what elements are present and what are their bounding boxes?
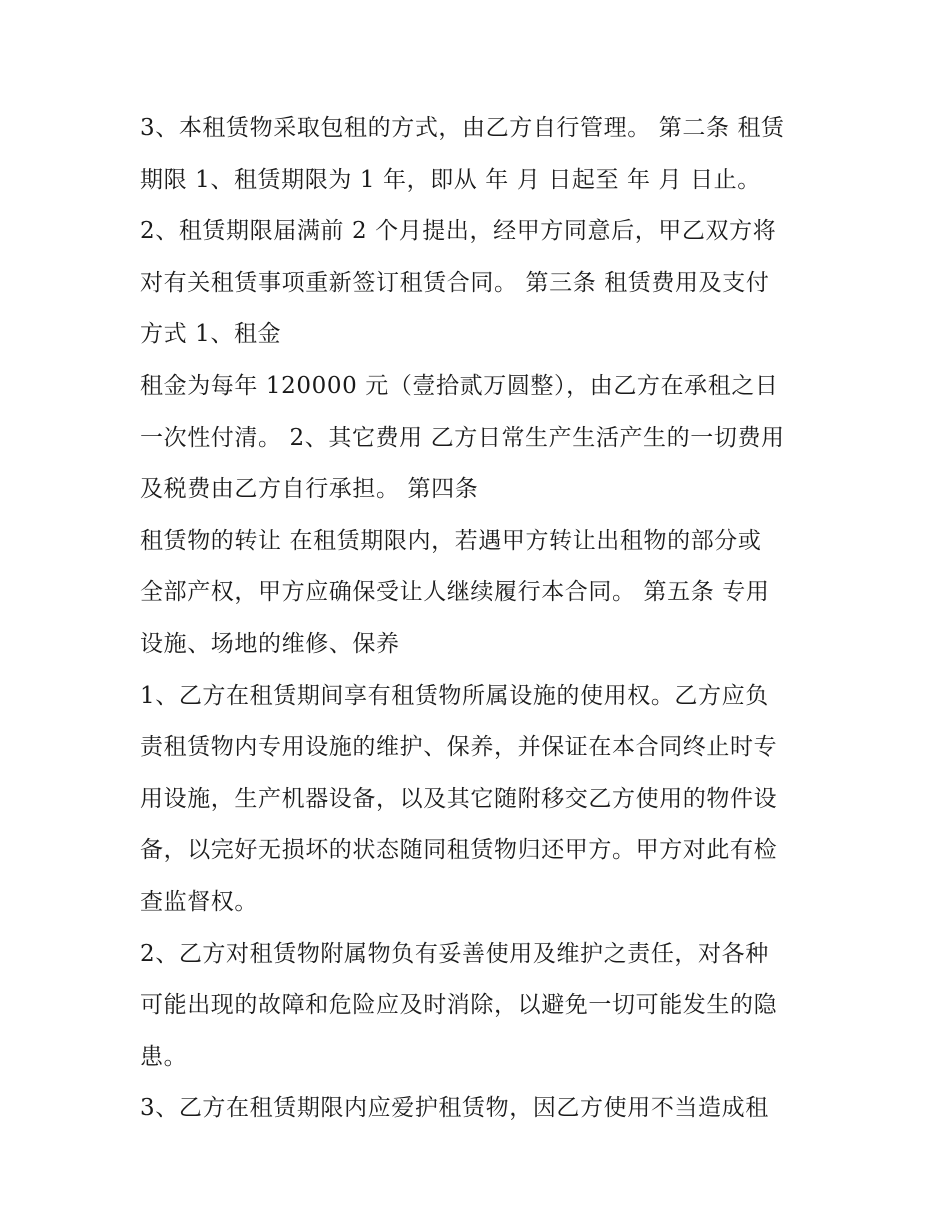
text-line: 及税费由乙方自行承担。 第四条 — [140, 476, 479, 503]
text-line: 2、乙方对租赁物附属物负有妥善使用及维护之责任，对各种 — [140, 940, 769, 967]
text-line: 可能出现的故障和危险应及时消除，以避免一切可能发生的隐 — [140, 992, 778, 1019]
text-line: 1、乙方在租赁期间享有租赁物所属设施的使用权。乙方应负 — [140, 682, 769, 709]
text-line: 期限 1、租赁期限为 1 年，即从 年 月 日起至 年 月 日止。 — [140, 166, 761, 193]
text-line: 患。 — [140, 1043, 188, 1070]
text-line: 备，以完好无损坏的状态随同租赁物归还甲方。甲方对此有检 — [140, 837, 778, 864]
text-line: 对有关租赁事项重新签订租赁合同。 第三条 租赁费用及支付 — [140, 269, 770, 296]
text-line: 2、租赁期限届满前 2 个月提出，经甲方同意后，甲乙双方将 — [140, 218, 777, 245]
text-line: 3、本租赁物采取包租的方式，由乙方自行管理。 第二条 租赁 — [140, 115, 785, 141]
text-line: 租赁物的转让 在租赁期限内，若遇甲方转让出租物的部分或 — [140, 527, 762, 554]
text-line: 3、乙方在租赁期限内应爱护租赁物，因乙方使用不当造成租 — [140, 1095, 769, 1122]
text-line: 租金为每年 120000 元（壹拾贰万圆整），由乙方在承租之日 — [140, 372, 779, 399]
text-line: 用设施，生产机器设备，以及其它随附移交乙方使用的物件设 — [140, 785, 778, 812]
text-line: 全部产权，甲方应确保受让人继续履行本合同。 第五条 专用 — [140, 579, 770, 606]
document-body — [140, 103, 830, 1135]
text-line: 一次性付清。 2、其它费用 乙方日常生产生活产生的一切费用 — [140, 424, 785, 451]
text-line: 责租赁物内专用设施的维护、保养，并保证在本合同终止时专 — [140, 734, 778, 761]
text-line: 查监督权。 — [140, 888, 258, 915]
text-line: 方式 1、租金 — [140, 321, 282, 348]
text-line: 设施、场地的维修、保养 — [140, 630, 400, 657]
